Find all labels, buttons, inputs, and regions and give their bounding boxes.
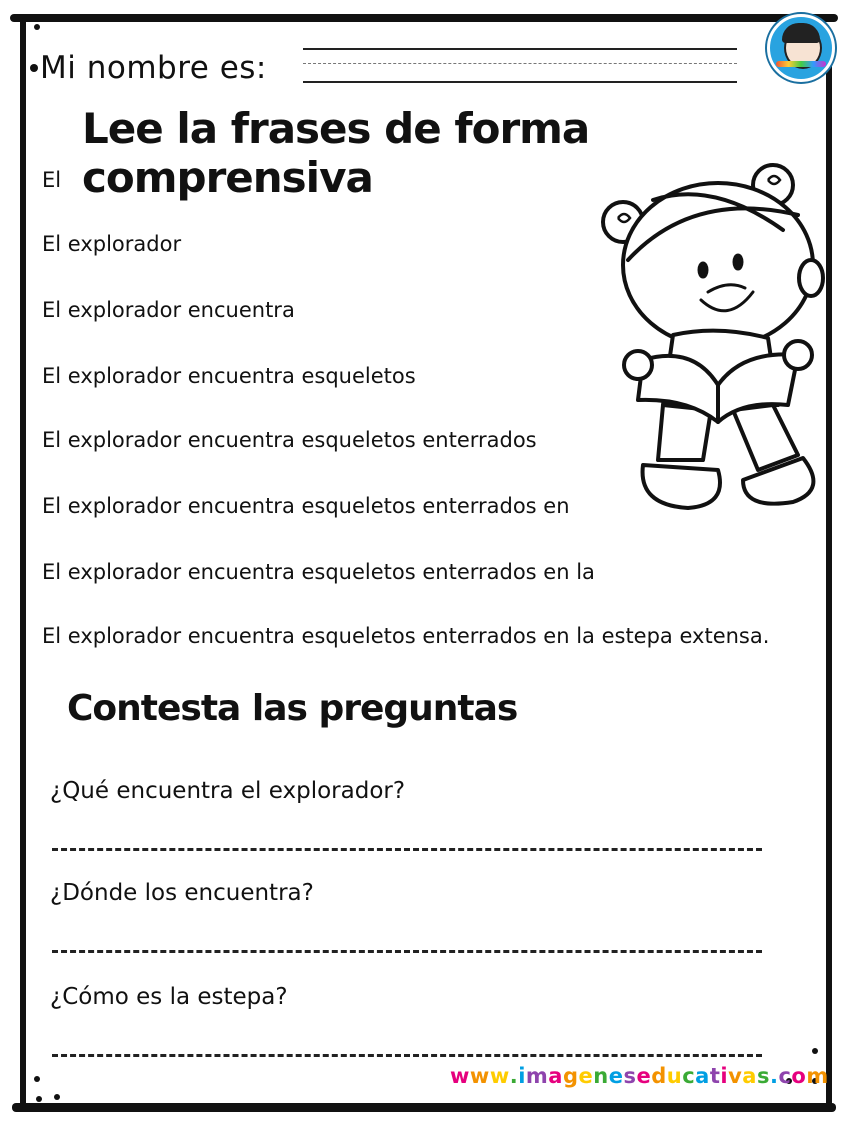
page-border-left: [20, 18, 26, 1108]
sentence-line: El explorador encuentra esqueletos enterrados: [42, 428, 537, 452]
girl-reading-book-illustration-icon: [593, 160, 825, 525]
sentence-line: El explorador encuentra esqueletos: [42, 364, 416, 388]
sentence-line: El explorador: [42, 232, 182, 256]
name-row: [40, 50, 267, 86]
sentence-line: El: [42, 168, 62, 192]
question: ¿Qué encuentra el explorador?: [50, 778, 406, 804]
bullet-dot: [30, 64, 38, 72]
page-border-bottom: [12, 1103, 836, 1112]
question: ¿Cómo es la estepa?: [50, 984, 288, 1010]
sentence-line: El explorador encuentra esqueletos enterrados en la estepa extensa.: [42, 624, 770, 648]
answer-line[interactable]: [52, 1054, 762, 1057]
answer-line[interactable]: [52, 950, 762, 953]
website-credit: www.imageneseducativas.com: [450, 1064, 829, 1088]
sentence-line: El explorador encuentra esqueletos enterrados en: [42, 494, 570, 518]
teacher-avatar-logo-icon: [767, 14, 835, 82]
answer-line[interactable]: [52, 848, 762, 851]
name-label: Mi nombre es:: [40, 50, 267, 86]
name-writing-lines[interactable]: [303, 48, 737, 88]
sentence-line: El explorador encuentra esqueletos enterrados en la: [42, 560, 595, 584]
section-title: Contesta las preguntas: [67, 688, 518, 729]
page-title: Lee la frases de forma comprensiva: [82, 104, 590, 202]
page-border-top: [10, 14, 838, 22]
question: ¿Dónde los encuentra?: [50, 880, 314, 906]
sentence-line: El explorador encuentra: [42, 298, 295, 322]
